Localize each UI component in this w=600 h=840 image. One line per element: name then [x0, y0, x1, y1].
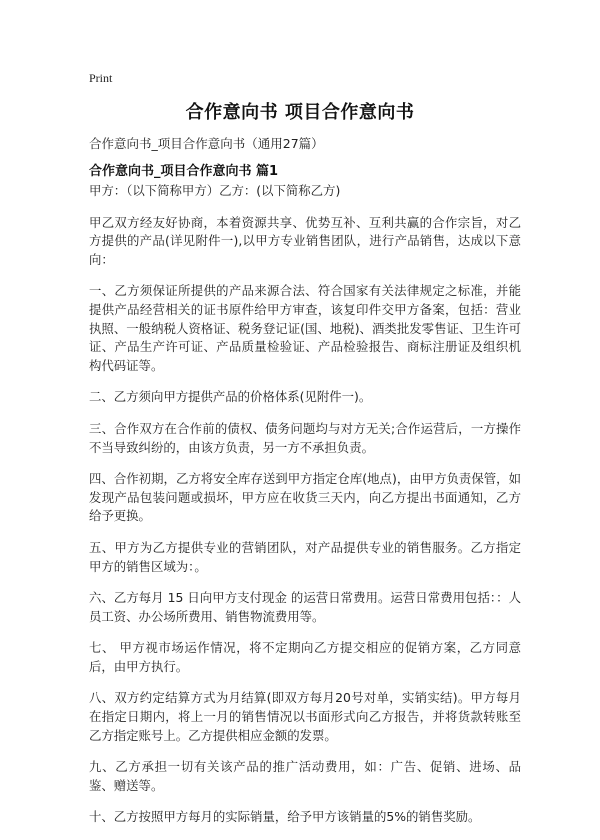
- paragraph-clause-5: 五、甲方为乙方提供专业的营销团队，对产品提供专业的销售服务。乙方指定甲方的销售区域为：。: [89, 539, 521, 574]
- paragraph-clause-2: 二、乙方须向甲方提供产品的价格体系(见附件一)。: [89, 389, 372, 405]
- paragraph-clause-4: 四、合作初期，乙方将安全库存送到甲方指定仓库(地点)，由甲方负责保管，如发现产品包装问题或损坏，甲方应在收货三天内，向乙方提出书面通知，乙方给予更换。: [89, 471, 521, 524]
- paragraph-intro: 甲乙双方经友好协商，本着资源共享、优势互补、互利共赢的合作宗旨，对乙方提供的产品(详见附件一),以甲方专业销售团队，进行产品销售，达成以下意向：: [89, 214, 521, 267]
- document-body: [89, 182, 521, 840]
- paragraph-parties: 甲方：（以下简称甲方）乙方：(以下简称乙方): [89, 183, 341, 198]
- paragraph-clause-8: 八、双方约定结算方式为月结算(即双方每月20号对单，实销实结)。甲方每月在指定日期内，将上一月的销售情况以书面形式向乙方报告，并将货款转账至乙方指定账号上。乙方提供相应金额的发票。: [89, 690, 521, 743]
- paragraph-clause-6: 六、乙方每月 15 日向甲方支付现金 的运营日常费用。运营日常费用包括：：人员工资、办公场所费用、销售物流费用等。: [89, 590, 521, 624]
- print-label[interactable]: Print: [89, 71, 113, 85]
- paragraph-clause-1: 一、乙方须保证所提供的产品来源合法、符合国家有关法律规定之标准，并能提供产品经营相关的证书原件给甲方审查，该复印件交甲方备案，包括：营业执照、一般纳税人资格证、税务登记证(国、地税)、酒类批发零售证、卫生许可证、产品生产许可证、产品质量检验证、产品检验报告、商标注册证及组织机构代码证等。: [89, 283, 521, 373]
- document-title: 合作意向书 项目合作意向书: [185, 102, 415, 123]
- section-heading: 合作意向书_项目合作意向书 篇1: [89, 164, 279, 179]
- paragraph-clause-3: 三、合作双方在合作前的债权、债务问题均与对方无关;合作运营后，一方操作不当导致纠纷的，由该方负责，另一方不承担负责。: [89, 420, 521, 455]
- paragraph-clause-7: 七、 甲方视市场运作情况，将不定期向乙方提交相应的促销方案，乙方同意后，由甲方执行。: [89, 640, 521, 674]
- document-subtitle: 合作意向书_项目合作意向书（通用27篇）: [89, 136, 324, 151]
- paragraph-clause-9: 九、乙方承担一切有关该产品的推广活动费用，如：广告、促销、进场、品鉴、赠送等。: [89, 759, 521, 793]
- paragraph-clause-10: 十、乙方按照甲方每月的实际销量，给予甲方该销量的5%的销售奖励。: [89, 809, 481, 825]
